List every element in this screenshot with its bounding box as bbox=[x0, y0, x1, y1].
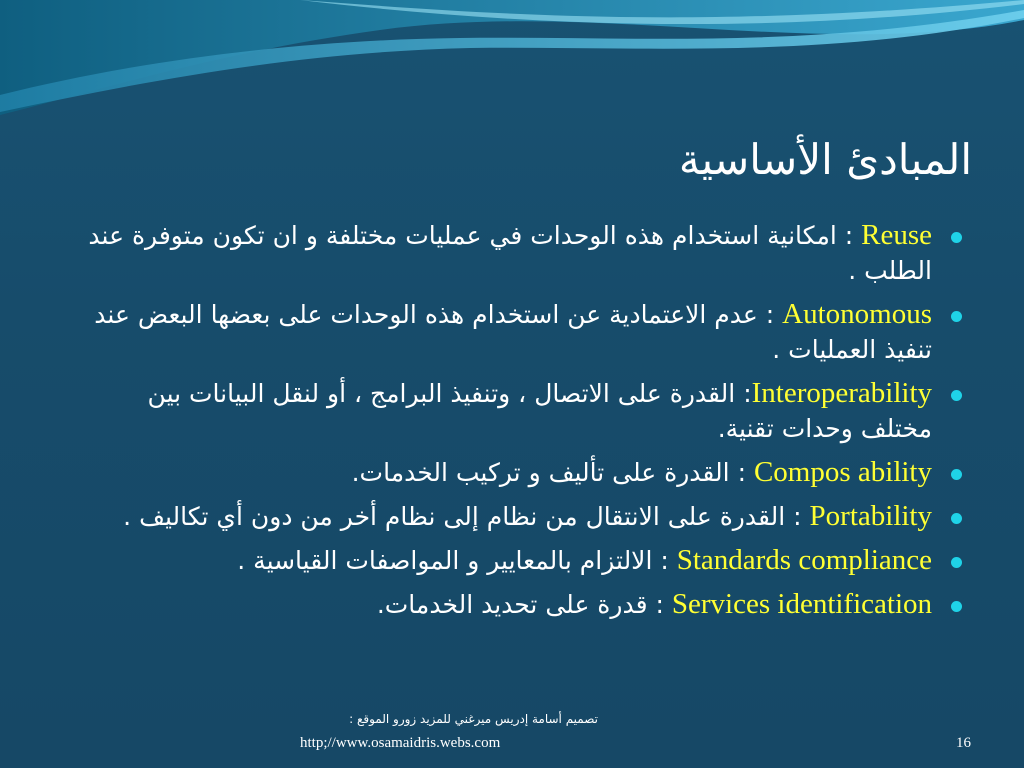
item-text: الالتزام بالمعايير و المواصفات القياسية . bbox=[237, 546, 653, 575]
bullet-icon bbox=[951, 513, 962, 524]
item-separator: : bbox=[735, 379, 752, 408]
list-item bbox=[70, 218, 966, 288]
item-text: القدرة على الاتصال ، وتنفيذ البرامج ، أو لنقل البيانات بين مختلف وحدات تقنية. bbox=[147, 379, 932, 443]
item-text: القدرة على تأليف و تركيب الخدمات. bbox=[351, 458, 730, 487]
item-text: امكانية استخدام هذه الوحدات في عمليات مختلفة و ان تكون متوفرة عند الطلب . bbox=[88, 221, 932, 285]
header-wave-decoration bbox=[0, 0, 1024, 130]
list-item bbox=[70, 543, 966, 578]
item-term: Compos ability bbox=[753, 456, 932, 488]
bullet-icon bbox=[951, 311, 962, 322]
slide-title: المبادئ الأساسية bbox=[678, 135, 972, 184]
bullet-list bbox=[70, 218, 966, 631]
item-separator: : bbox=[785, 502, 810, 531]
item-text: القدرة على الانتقال من نظام إلى نظام أخر من دون أي تكاليف . bbox=[123, 502, 786, 531]
list-item bbox=[70, 499, 966, 534]
item-separator: : bbox=[757, 300, 783, 329]
list-item bbox=[70, 587, 966, 622]
list-item bbox=[70, 297, 966, 367]
item-term: Autonomous bbox=[782, 298, 932, 330]
item-separator: : bbox=[652, 546, 677, 575]
item-term: Standards compliance bbox=[676, 544, 932, 576]
item-separator: : bbox=[729, 458, 754, 487]
item-term: Portability bbox=[809, 500, 932, 532]
bullet-icon bbox=[951, 469, 962, 480]
bullet-icon bbox=[951, 232, 962, 243]
bullet-icon bbox=[951, 557, 962, 568]
item-term: Interoperability bbox=[751, 377, 932, 409]
item-separator: : bbox=[647, 590, 672, 619]
item-separator: : bbox=[836, 221, 862, 250]
list-item bbox=[70, 376, 966, 446]
page-number: 16 bbox=[956, 735, 971, 751]
item-term: Services identification bbox=[671, 588, 932, 620]
footer-url-link[interactable]: http;//www.osamaidris.webs.com bbox=[300, 735, 501, 751]
list-item bbox=[70, 455, 966, 490]
item-text: عدم الاعتمادية عن استخدام هذه الوحدات على بعضها البعض عند تنفيذ العمليات . bbox=[94, 300, 932, 364]
bullet-icon bbox=[951, 601, 962, 612]
bullet-icon bbox=[951, 390, 962, 401]
item-term: Reuse bbox=[861, 219, 932, 251]
footer-credit: تصميم أسامة إدريس ميرغني للمزيد زورو الموقع : bbox=[349, 712, 598, 726]
item-text: قدرة على تحديد الخدمات. bbox=[376, 590, 648, 619]
